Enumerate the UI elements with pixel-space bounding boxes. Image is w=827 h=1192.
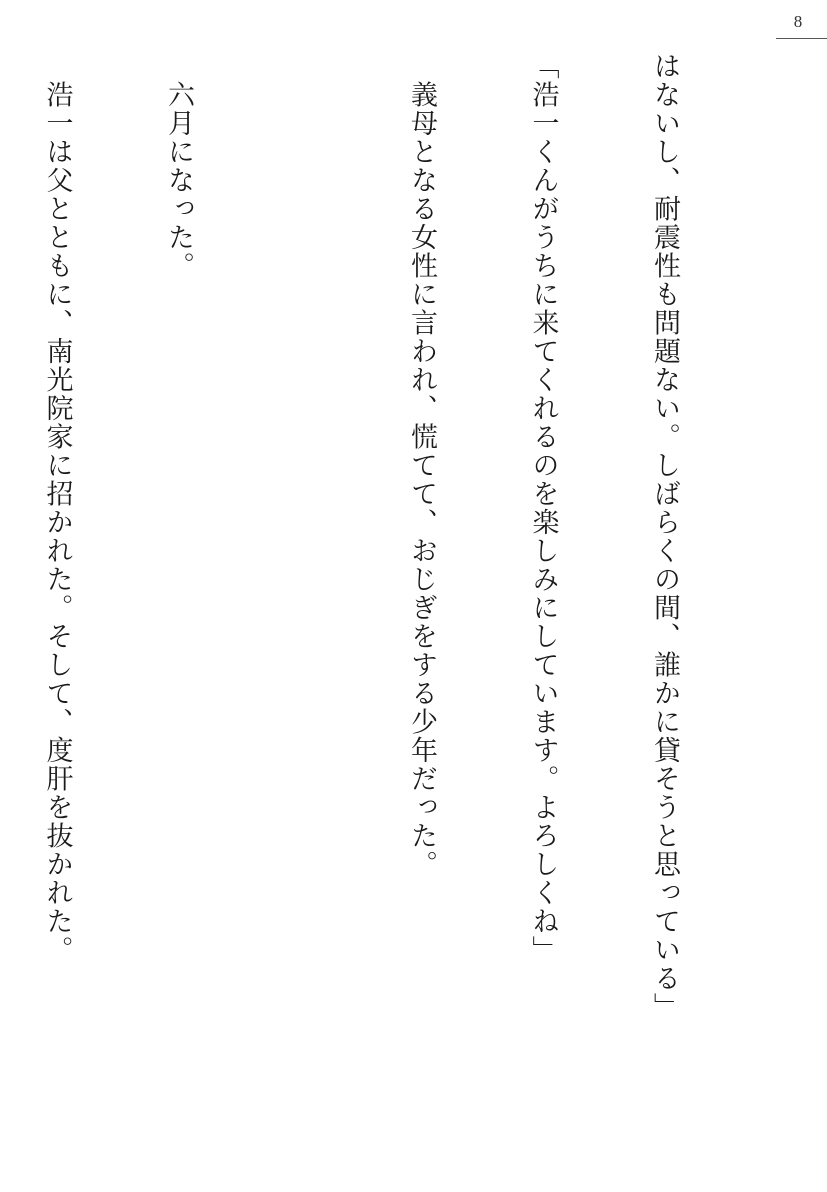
page-number: 8 bbox=[793, 12, 803, 31]
text-line: 浩一は父とともに、南光院家に招かれた。そして、度肝を抜かれた。 bbox=[41, 52, 73, 964]
text-line: 六月になった。 bbox=[163, 52, 194, 280]
vertical-text-body bbox=[0, 52, 765, 1132]
text-line-carryover: はないし、耐震性も問題ない。しばらくの間、誰かに貸そうと思っている」 bbox=[649, 52, 680, 1021]
blank-line bbox=[279, 52, 320, 1132]
text-line: 「浩一くんがうちに来てくれるのを楽しみにしています。よろしくね」 bbox=[527, 52, 559, 964]
page-number-rule bbox=[776, 38, 827, 39]
text-line: 義母となる女性に言われ、慌てて、おじぎをする少年だった。 bbox=[406, 52, 437, 879]
